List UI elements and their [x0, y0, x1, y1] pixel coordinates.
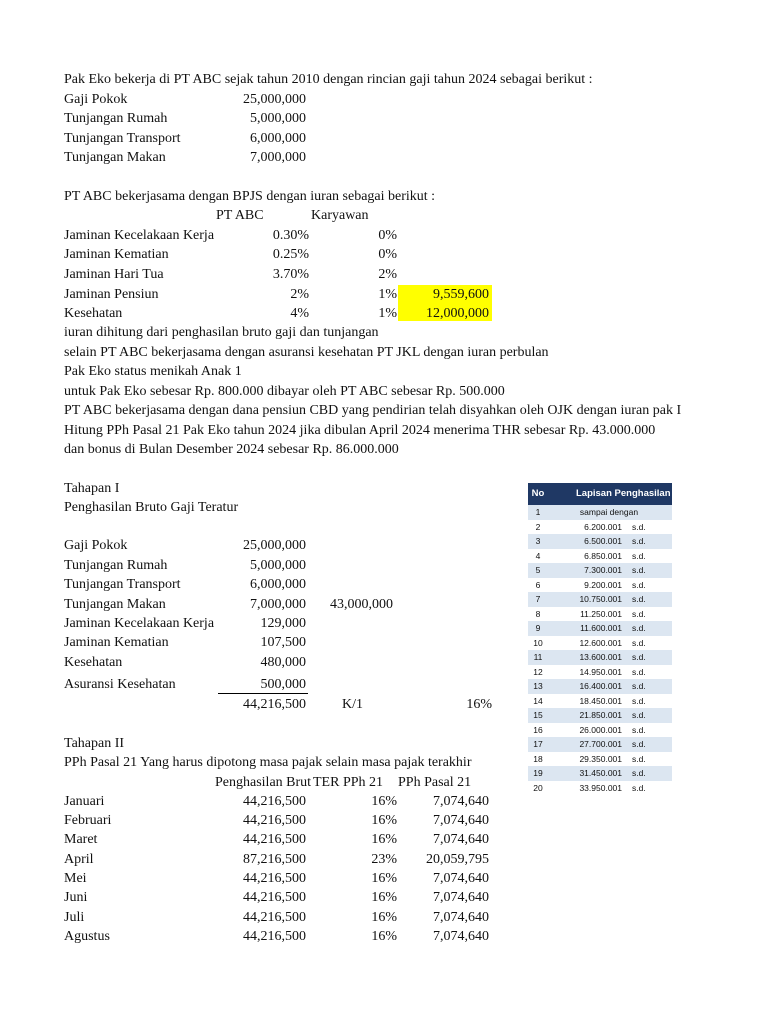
ter-header-layer: Lapisan Penghasilan: [576, 488, 671, 499]
note-line: selain PT ABC bekerjasama dengan asuransi kesehatan PT JKL dengan iuran perbulan: [64, 345, 549, 360]
bpjs-row-label: Jaminan Kematian: [64, 247, 169, 262]
month-bruto: 44,216,500: [243, 929, 306, 944]
note-line: Hitung PPh Pasal 21 Pak Eko tahun 2024 jika dibulan April 2024 menerima THR sebesar Rp. 43.000.000: [64, 423, 656, 438]
ter-row-from: 29.350.001: [579, 753, 622, 764]
ter-row: [528, 781, 672, 796]
ter-row-from: 31.450.001: [579, 768, 622, 778]
month-pph: 20,059,795: [426, 852, 489, 867]
month-bruto: 44,216,500: [243, 890, 306, 905]
bpjs-intro: PT ABC bekerjasama dengan BPJS dengan iuran sebagai berikut :: [64, 189, 436, 204]
ter-row-from: 9.200.001: [584, 579, 622, 590]
bpjs-col-karyawan: Karyawan: [311, 208, 369, 223]
month-pph: 7,074,640: [433, 871, 489, 886]
bpjs-row-abc: 2%: [290, 287, 309, 302]
month-ter: 16%: [371, 871, 397, 886]
ter-row-to: s.d.: [632, 637, 646, 648]
ter-row-to: s.d.: [632, 623, 646, 633]
bpjs-row-karyawan: 2%: [378, 267, 397, 282]
tahap1-total: 44,216,500: [243, 697, 306, 712]
month-label: Juli: [64, 910, 85, 925]
ter-row-no: 19: [533, 768, 543, 778]
note-line: Pak Eko status menikah Anak 1: [64, 364, 242, 379]
tahap1-rate: 16%: [466, 697, 492, 712]
ter-row-no: 1: [535, 507, 541, 517]
ter-row-to: s.d.: [632, 782, 646, 793]
ter-row-from: 27.700.001: [579, 739, 622, 749]
ter-row-no: 9: [535, 623, 541, 633]
ter-table: [528, 483, 672, 795]
ter-row-from: 10.750.001: [579, 594, 622, 604]
bpjs-row-karyawan: 1%: [378, 287, 397, 302]
ter-row: [528, 752, 672, 767]
tahap1-label: Gaji Pokok: [64, 538, 128, 553]
tahap1-label: Tunjangan Makan: [64, 597, 166, 612]
month-pph: 7,074,640: [433, 813, 489, 828]
ter-row-to: s.d.: [632, 710, 646, 720]
ter-row: [528, 636, 672, 651]
ter-row: [528, 607, 672, 622]
tahap1-label: Tunjangan Rumah: [64, 558, 168, 573]
month-pph: 7,074,640: [433, 890, 489, 905]
bpjs-row-label: Jaminan Hari Tua: [64, 267, 164, 282]
bpjs-row-karyawan: 1%: [378, 306, 397, 321]
tahap1-label: Jaminan Kematian: [64, 635, 169, 650]
tahap1-subtitle: Penghasilan Bruto Gaji Teratur: [64, 500, 239, 515]
ter-row-from: 11.600.001: [580, 623, 622, 633]
ter-row-to: s.d.: [632, 550, 646, 561]
ter-row-to: s.d.: [632, 739, 646, 749]
note-line: PT ABC bekerjasama dengan dana pensiun CBD yang pendirian telah disyahkan oleh OJK dengan iuran pak I: [64, 403, 682, 418]
ter-row-text: sampai dengan: [579, 507, 639, 517]
ter-row-no: 2: [535, 521, 541, 532]
ter-row-no: 7: [535, 594, 541, 604]
bpjs-row-karyawan: 0%: [378, 247, 397, 262]
ter-row-no: 17: [533, 739, 543, 749]
tahap2-subtitle: PPh Pasal 21 Yang harus dipotong masa pajak selain masa pajak terakhir: [64, 755, 472, 770]
bpjs-row-karyawan: 0%: [378, 228, 397, 243]
salary-label: Tunjangan Rumah: [64, 111, 168, 126]
ter-row-from: 21.850.001: [579, 710, 622, 720]
tahap1-label: Jaminan Kecelakaan Kerja: [64, 616, 215, 631]
month-label: Mei: [64, 871, 87, 886]
ter-row-from: 14.950.001: [579, 666, 622, 677]
bpjs-row-abc: 4%: [290, 306, 309, 321]
ter-row-to: s.d.: [632, 753, 646, 764]
tahap1-value: 7,000,000: [250, 597, 306, 612]
ter-row-from: 11.250.001: [580, 608, 622, 619]
bpjs-row-label: Jaminan Kecelakaan Kerja: [64, 228, 215, 243]
bpjs-row-label: Jaminan Pensiun: [64, 287, 159, 302]
ter-row: [528, 665, 672, 680]
month-label: Agustus: [64, 929, 110, 944]
month-bruto: 44,216,500: [243, 832, 306, 847]
salary-label: Tunjangan Transport: [64, 131, 181, 146]
ter-row: [528, 737, 672, 752]
ter-row-no: 11: [533, 652, 543, 662]
month-label: Februari: [64, 813, 112, 828]
month-bruto: 44,216,500: [243, 871, 306, 886]
note-line: dan bonus di Bulan Desember 2024 sebesar Rp. 86.000.000: [64, 442, 399, 457]
ter-row-to: s.d.: [632, 594, 646, 604]
ter-row: [528, 679, 672, 694]
ter-row-no: 6: [535, 579, 541, 590]
salary-label: Gaji Pokok: [64, 92, 128, 107]
ter-row-to: s.d.: [632, 536, 646, 546]
ter-row-to: s.d.: [632, 681, 646, 691]
tahap1-value: 6,000,000: [250, 577, 306, 592]
ter-row: [528, 549, 672, 564]
month-ter: 16%: [371, 910, 397, 925]
tahap1-value: 129,000: [260, 616, 306, 631]
note-line: iuran dihitung dari penghasilan bruto gaji dan tunjangan: [64, 325, 379, 340]
ter-row-to: s.d.: [632, 768, 646, 778]
salary-value: 7,000,000: [250, 150, 306, 165]
salary-label: Tunjangan Makan: [64, 150, 166, 165]
ter-row-from: 16.400.001: [579, 681, 622, 691]
ter-row-no: 4: [535, 550, 541, 561]
month-ter: 16%: [371, 813, 397, 828]
ter-row: [528, 650, 672, 665]
month-pph: 7,074,640: [433, 794, 489, 809]
ter-row-no: 8: [535, 608, 541, 619]
tahap1-value: 5,000,000: [250, 558, 306, 573]
month-bruto: 87,216,500: [243, 852, 306, 867]
month-pph: 7,074,640: [433, 929, 489, 944]
tahap1-value: 500,000: [260, 677, 306, 692]
tahap2-header-ter: TER PPh 21: [313, 775, 384, 790]
ter-row-no: 12: [533, 666, 543, 677]
ter-row-from: 12.600.001: [579, 637, 622, 648]
tahap2-title: Tahapan II: [64, 736, 125, 751]
tahap1-subtotal: 43,000,000: [330, 597, 393, 612]
ter-row-no: 10: [533, 637, 543, 648]
month-bruto: 44,216,500: [243, 813, 306, 828]
month-label: Januari: [64, 794, 105, 809]
tahap1-label: Asuransi Kesehatan: [64, 677, 176, 692]
ter-row-to: s.d.: [632, 565, 646, 575]
bpjs-highlight-value: 12,000,000: [426, 306, 489, 321]
month-pph: 7,074,640: [433, 910, 489, 925]
ter-row: [528, 578, 672, 593]
ter-row-from: 26.000.001: [579, 724, 622, 735]
ter-row-no: 5: [535, 565, 541, 575]
month-ter: 16%: [371, 794, 397, 809]
ter-row-to: s.d.: [632, 724, 646, 735]
month-label: Juni: [64, 890, 88, 905]
ter-row-from: 18.450.001: [579, 695, 622, 706]
bpjs-row-label: Kesehatan: [64, 306, 123, 321]
ter-row-from: 6.850.001: [584, 550, 622, 561]
tahap2-header-bruto: Penghasilan Brut: [215, 775, 312, 790]
month-ter: 16%: [371, 890, 397, 905]
salary-value: 6,000,000: [250, 131, 306, 146]
month-label: Maret: [64, 832, 98, 847]
tahap1-value: 107,500: [260, 635, 306, 650]
salary-value: 5,000,000: [250, 111, 306, 126]
bpjs-row-abc: 0.30%: [272, 228, 309, 243]
month-ter: 16%: [371, 832, 397, 847]
tahap1-value: 25,000,000: [243, 538, 306, 553]
ter-table-header: [528, 483, 672, 505]
bpjs-row-abc: 0.25%: [272, 247, 309, 262]
month-ter: 16%: [371, 929, 397, 944]
ter-row-to: s.d.: [632, 652, 646, 662]
tahap1-title: Tahapan I: [64, 481, 120, 496]
ter-row: [528, 505, 672, 520]
bpjs-col-ptabc: PT ABC: [216, 208, 264, 223]
ter-row-to: s.d.: [632, 695, 646, 706]
ter-row: [528, 592, 672, 607]
note-line: untuk Pak Eko sebesar Rp. 800.000 dibayar oleh PT ABC sebesar Rp. 500.000: [64, 384, 505, 399]
ter-header-no: No: [531, 488, 545, 499]
month-label: April: [64, 852, 94, 867]
month-bruto: 44,216,500: [243, 910, 306, 925]
ter-row-no: 18: [533, 753, 543, 764]
bpjs-row-abc: 3.70%: [272, 267, 309, 282]
ter-row: [528, 520, 672, 535]
ter-row-no: 20: [533, 782, 543, 793]
ter-row: [528, 766, 672, 781]
salary-value: 25,000,000: [243, 92, 306, 107]
ter-row: [528, 694, 672, 709]
ter-row-no: 13: [533, 681, 543, 691]
ter-row-from: 7.300.001: [584, 565, 622, 575]
tahap2-header-pph: PPh Pasal 21: [398, 775, 472, 790]
ter-row: [528, 563, 672, 578]
ter-row: [528, 621, 672, 636]
ter-row-no: 15: [533, 710, 543, 720]
ter-row-no: 14: [533, 695, 543, 706]
ter-row-no: 3: [535, 536, 541, 546]
ter-row-to: s.d.: [632, 666, 646, 677]
ter-row: [528, 723, 672, 738]
ter-row-to: s.d.: [632, 579, 646, 590]
ter-row-from: 6.500.001: [584, 536, 622, 546]
month-ter: 23%: [371, 852, 397, 867]
ter-row: [528, 708, 672, 723]
ter-row-to: s.d.: [632, 608, 646, 619]
ter-row-from: 6.200.001: [584, 521, 622, 532]
ter-row-from: 13.600.001: [579, 652, 622, 662]
intro-text: Pak Eko bekerja di PT ABC sejak tahun 2010 dengan rincian gaji tahun 2024 sebagai berikut :: [64, 72, 593, 87]
ter-row-to: s.d.: [632, 521, 646, 532]
tahap1-value: 480,000: [260, 655, 306, 670]
tahap1-label: Kesehatan: [64, 655, 123, 670]
sum-underline: [218, 693, 308, 694]
ter-row: [528, 534, 672, 549]
month-pph: 7,074,640: [433, 832, 489, 847]
tahap1-status: K/1: [342, 697, 363, 712]
bpjs-highlight-value: 9,559,600: [433, 287, 489, 302]
ter-row-from: 33.950.001: [579, 782, 622, 793]
tahap1-label: Tunjangan Transport: [64, 577, 181, 592]
ter-row-no: 16: [533, 724, 543, 735]
month-bruto: 44,216,500: [243, 794, 306, 809]
